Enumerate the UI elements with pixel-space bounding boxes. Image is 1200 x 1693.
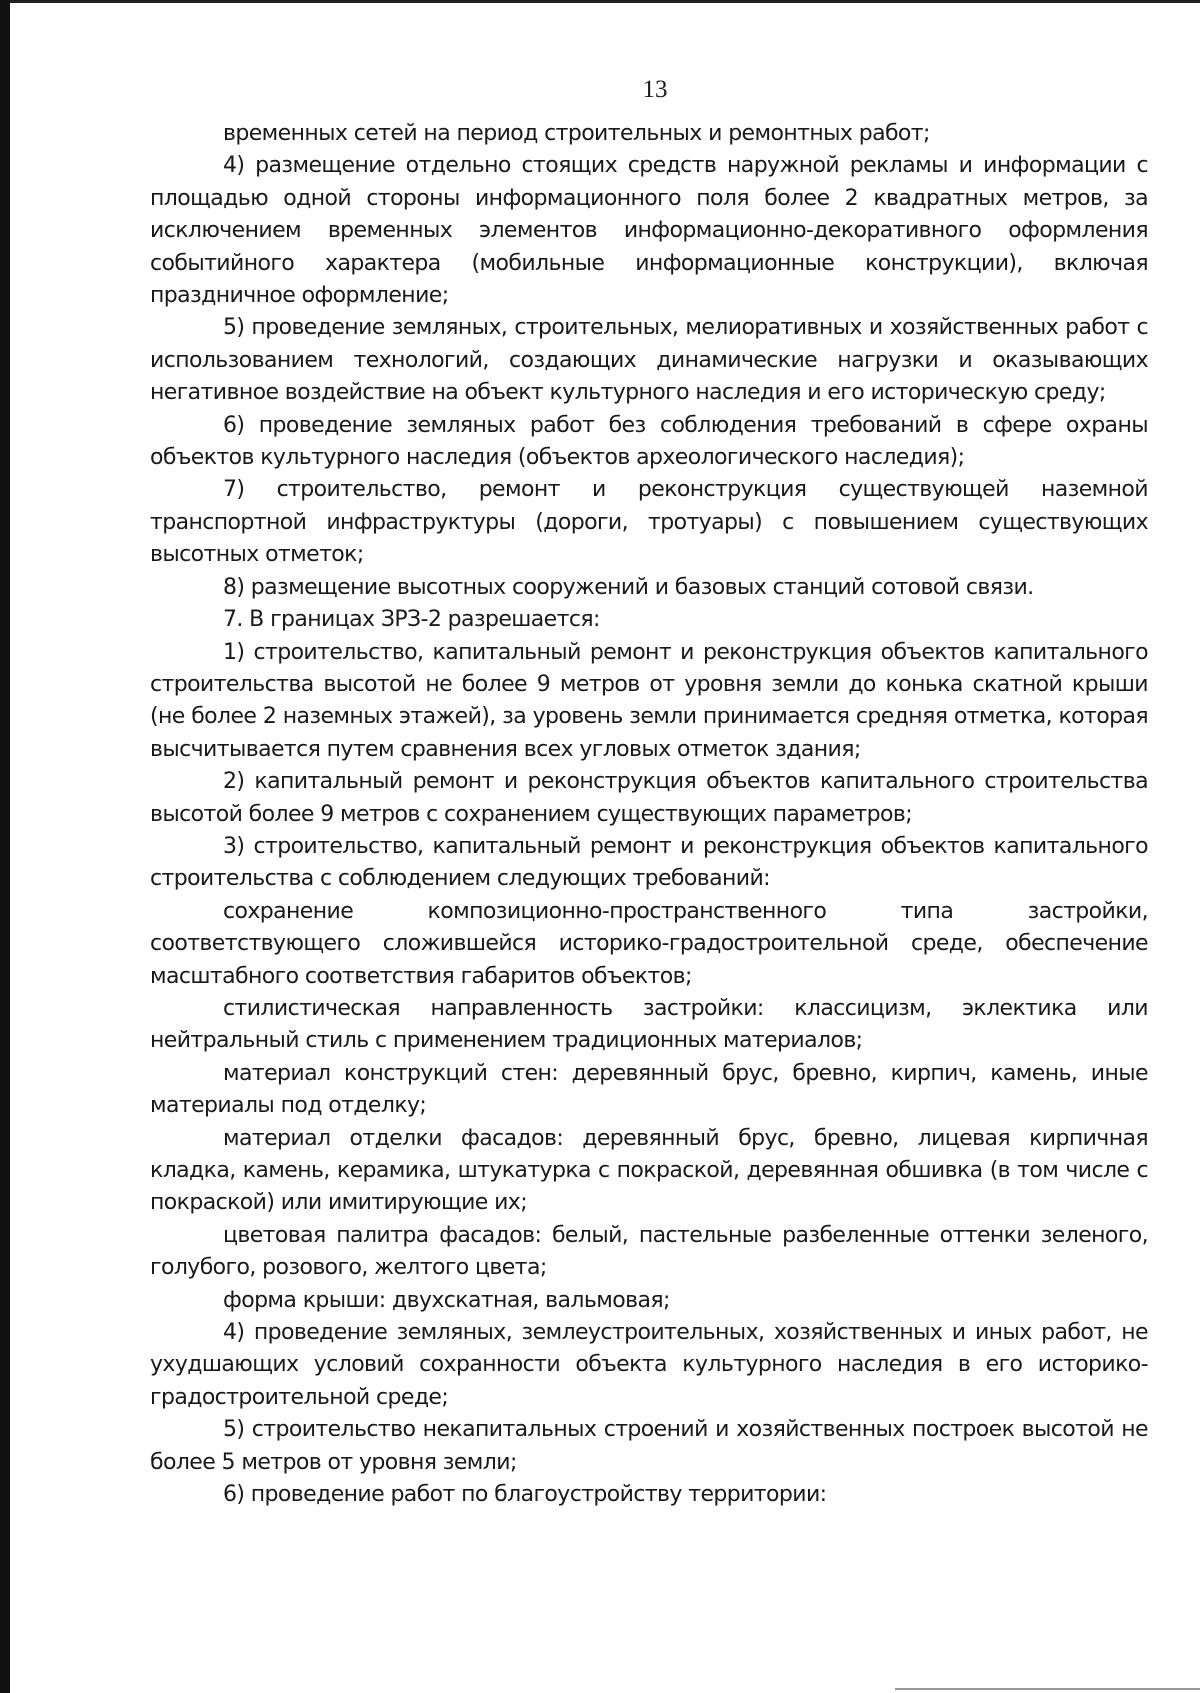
page-number: 13 [642, 76, 668, 103]
paragraph: 1) строительство, капитальный ремонт и реконструкция объектов капитального строительства высотой не более 9 метров от уровня земли до конька скатной крыши (не более 2 наземных этажей), за уровень земли принимается средняя отметка, которая высчитывается путем сравнения всех угловых отметок здания; [150, 639, 1148, 762]
paragraph: 7) строительство, ремонт и реконструкция существующей наземной транспортной инфраструктуры (дороги, тротуары) с повышением существующих высотных отметок; [150, 477, 1148, 568]
paragraph: сохранение композиционно-пространственного типа застройки, соответствующего сложившейся историко-градостроительной среде, обеспечение масштабного соответствия габаритов объектов; [150, 898, 1148, 989]
scan-left-edge [0, 0, 10, 1693]
scan-top-edge [0, 0, 1200, 3]
paragraph: 4) проведение земляных, землеустроительных, хозяйственных и иных работ, не ухудшающих условий сохранности объекта культурного наследия в его историко-градостроительной среде; [150, 1320, 1148, 1410]
paragraph: 2) капитальный ремонт и реконструкция объектов капитального строительства высотой более 9 метров с сохранением существующих параметров; [150, 769, 1148, 827]
paragraph: 8) размещение высотных сооружений и базовых станций сотовой связи. [223, 574, 1034, 600]
section-heading: 7. В границах ЗРЗ-2 разрешается: [223, 607, 600, 633]
paragraph: стилистическая направленность застройки: классицизм, эклектика или нейтральный стиль с применением традиционных материалов; [150, 995, 1148, 1054]
paragraph: 6) проведение земляных работ без соблюдения требований в сфере охраны объектов культурного наследия (объектов археологического наследия); [150, 412, 1148, 471]
paragraph: 3) строительство, капитальный ремонт и реконструкция объектов капитального строительства с соблюдением следующих требований: [150, 833, 1148, 892]
paragraph: материал конструкций стен: деревянный брус, бревно, кирпич, камень, иные материалы под отделку; [150, 1060, 1148, 1119]
paragraph: форма крыши: двухскатная, вальмовая; [223, 1287, 670, 1313]
paragraph: цветовая палитра фасадов: белый, пастельные разбеленные оттенки зеленого, голубого, розового, желтого цвета; [150, 1222, 1148, 1281]
paragraph: 5) строительство некапитальных строений и хозяйственных построек высотой не более 5 метров от уровня земли; [150, 1417, 1148, 1475]
paragraph: 5) проведение земляных, строительных, мелиоративных и хозяйственных работ с использованием технологий, создающих динамические нагрузки и оказывающих негативное воздействие на объект культурного наследия и его историческую среду; [150, 315, 1148, 406]
document-body [150, 118, 1148, 1511]
scan-bottom-rule [895, 1688, 1200, 1690]
paragraph: временных сетей на период строительных и ремонтных работ; [223, 121, 930, 146]
paragraph: 6) проведение работ по благоустройству территории: [223, 1482, 827, 1508]
paragraph: 4) размещение отдельно стоящих средств наружной рекламы и информации с площадью одной стороны информационного поля более 2 квадратных метров, за исключением временных элементов информационно-декоративного оформления событийного характера (мобильные информационные конструкции), включая праздничное оформление; [150, 153, 1148, 309]
paragraph: материал отделки фасадов: деревянный брус, бревно, лицевая кирпичная кладка, камень, керамика, штукатурка с покраской, деревянная обшивка (в том числе с покраской) или имитирующие их; [150, 1125, 1148, 1216]
